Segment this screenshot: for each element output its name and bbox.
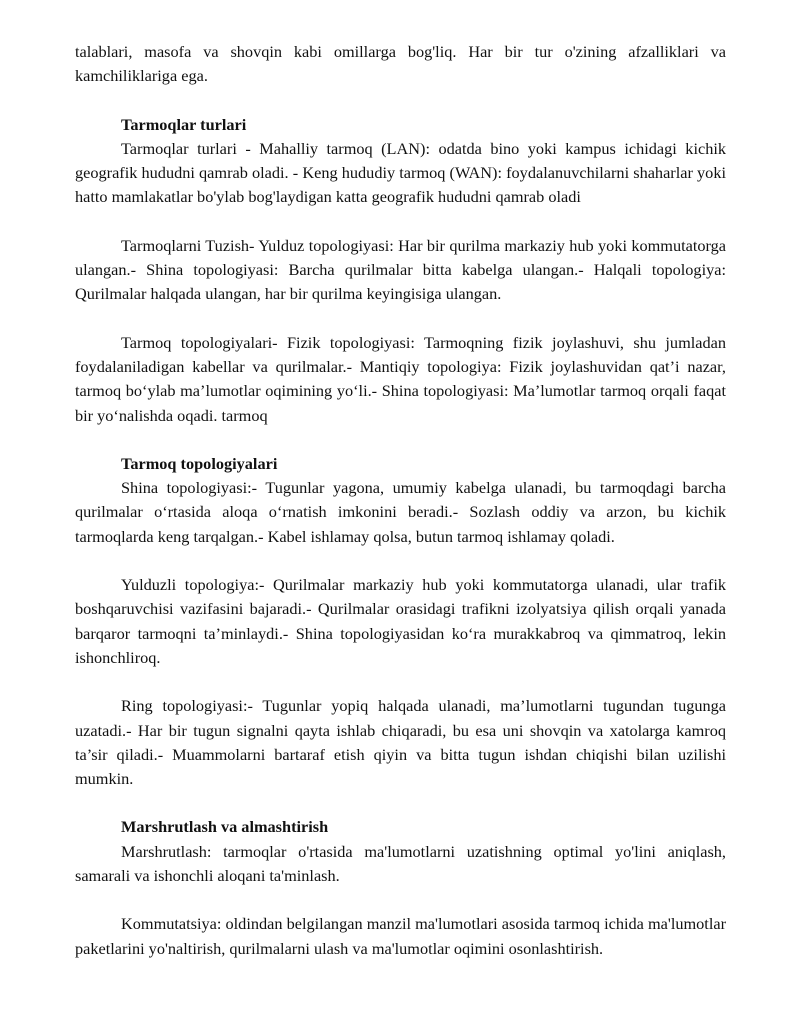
heading-tarmoq-topologiyalari: Tarmoq topologiyalari: [121, 453, 278, 473]
paragraph-kommutatsiya: Kommutatsiya: oldindan belgilangan manzil ma'lumotlari asosida tarmoq ichida ma'lumotlar paketlarini yo'naltirish, qurilmalarni ulash va ma'lumotlar oqimini osonlashtirish.: [75, 914, 726, 958]
paragraph-ring-topologiyasi: Ring topologiyasi:- Tugunlar yopiq halqada ulanadi, ma’lumotlarni tugundan tugunga uzatadi.- Har bir tugun signalni qayta ishlab chiqaradi, bu esa uni shovqin va xatolarga kamroq ta’sir qiladi.- Muammolarni bartaraf etish qiyin va bitta tugun ishdan chiqishi bilan uzilishi mumkin.: [75, 696, 726, 789]
paragraph-intro-continuation: talablari, masofa va shovqin kabi omillarga bog'liq. Har bir tur o'zining afzalliklari va kamchiliklariga ega.: [75, 42, 726, 86]
paragraph-tarmoq-topologiyalari: Tarmoq topologiyalari- Fizik topologiyasi: Tarmoqning fizik joylashuvi, shu jumladan foydalaniladigan kabellar va qurilmalar.- Mantiqiy topologiya: Fizik joylashuvidan qat’i nazar, tarmoq bo‘ylab ma’lumotlar oqimining yo‘li.- Shina topologiyasi: Ma’lumotlar tarmoq orqali faqat bir yo‘nalishda oqadi. tarmoq: [75, 332, 726, 425]
paragraph-yulduzli-topologiya: Yulduzli topologiya:- Qurilmalar markaziy hub yoki kommutatorga ulanadi, ular trafik boshqaruvchisi vazifasini bajaradi.- Qurilmalar orasidagi trafikni izolyatsiya qilish orqali yanada barqaror tarmoqni ta’minlaydi.- Shina topologiyasidan ko‘ra murakkabroq va qimmatroq, lekin ishonchliroq.: [75, 575, 726, 667]
heading-tarmoqlar-turlari: Tarmoqlar turlari: [121, 114, 247, 134]
paragraph-shina-topologiyasi: Shina topologiyasi:- Tugunlar yagona, umumiy kabelga ulanadi, bu tarmoqdagi barcha qurilmalar o‘rtasida aloqa o‘rnatish imkonini beradi.- Sozlash oddiy va arzon, bu kichik tarmoqlarda keng tarqalgan.- Kabel ishlamay qolsa, butun tarmoq ishlamay qoladi.: [75, 478, 726, 546]
paragraph-tarmoqlarni-tuzish: Tarmoqlarni Tuzish- Yulduz topologiyasi: Har bir qurilma markaziy hub yoki kommutatorga ulangan.- Shina topologiyasi: Barcha qurilmalar bitta kabelga ulangan.- Halqali topologiya: Qurilmalar halqada ulangan, har bir qurilma keyingisiga ulangan.: [75, 235, 726, 304]
heading-marshrutlash: Marshrutlash va almashtirish: [121, 817, 329, 837]
paragraph-marshrutlash: Marshrutlash: tarmoqlar o'rtasida ma'lumotlarni uzatishning optimal yo'lini aniqlash, samarali va ishonchli aloqani ta'minlash.: [75, 841, 726, 886]
document-page: [75, 40, 726, 961]
paragraph-tarmoqlar-turlari: Tarmoqlar turlari - Mahalliy tarmoq (LAN): odatda bino yoki kampus ichidagi kichik geografik hududni qamrab oladi. - Keng hududiy tarmoq (WAN): foydalanuvchilarni shaharlar yoki hatto mamlakatlar bo'ylab bog'laydigan katta geografik hududni qamrab oladi: [75, 138, 726, 207]
